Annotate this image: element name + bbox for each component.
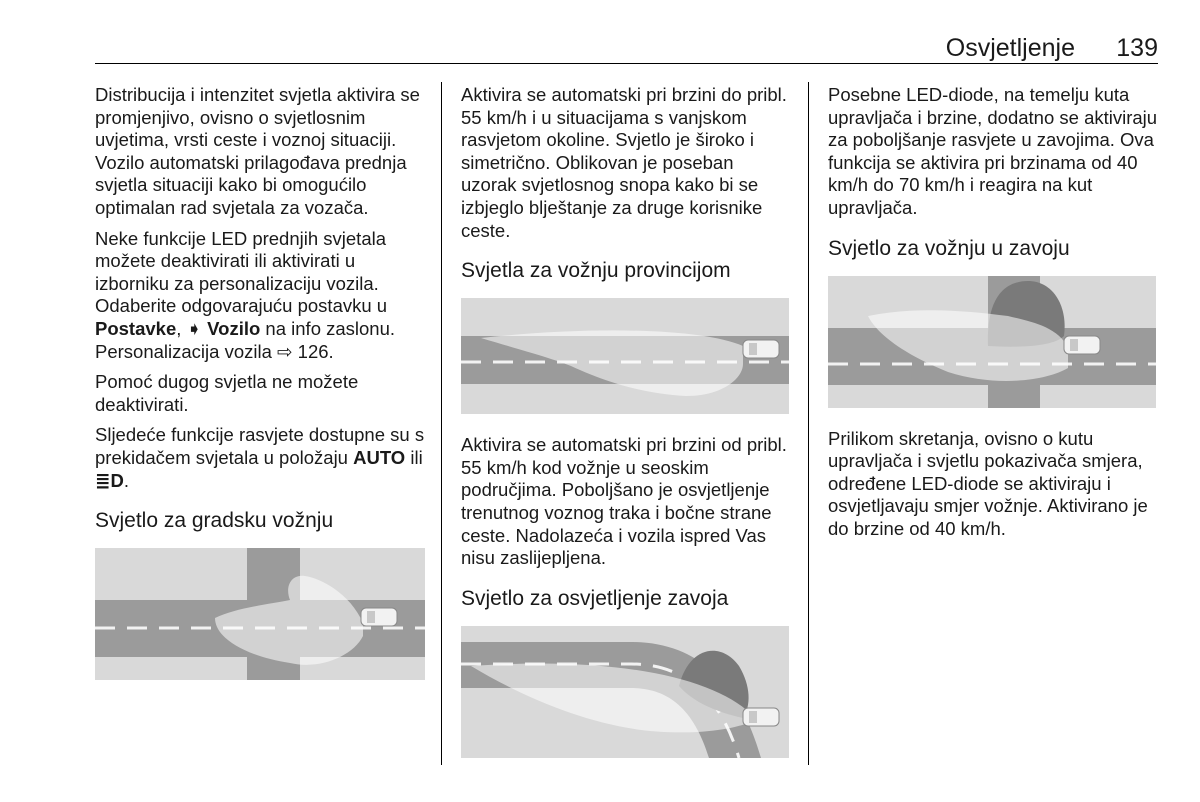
paragraph-personalization: Neke funkcije LED prednjih svjetala možete deaktivirati ili aktivirati u izborniku za personalizaciju vozila. Odaberite odgovarajuću postavku u Postavke, ➧ Vozilo na info zaslonu. Personalizacija vozila ⇨ 126. bbox=[95, 227, 396, 362]
heading-city-light: Svjetlo za gradsku vožnju bbox=[95, 509, 334, 533]
column-2 bbox=[461, 84, 793, 758]
column-divider-2 bbox=[808, 82, 809, 765]
paragraph-corner-light-info: Prilikom skretanja, ovisno o kutu upravljača i svjetlu pokazivača smjera, određene LED-diode se aktiviraju i osvjetljavaju smjer vožnje. Aktivirano je do brzine od 40 km/h. bbox=[828, 427, 1148, 539]
corner-light-illustration bbox=[828, 276, 1156, 408]
postavke-menu-label: Postavke bbox=[95, 317, 177, 339]
paragraph-high-beam-assist: Pomoć dugog svjetla ne možete deaktivirati. bbox=[95, 371, 359, 415]
city-light-illustration bbox=[95, 548, 425, 680]
page-number: 139 bbox=[1116, 34, 1158, 62]
heading-corner-light: Svjetlo za vožnju u zavoju bbox=[828, 236, 1070, 260]
paragraph-headlight-distribution: Distribucija i intenzitet svjetla aktivira se promjenjivo, ovisno o svjetlosnim uvjetima, vrsti ceste i voznoj situaciji. Vozilo automatski prilagođava prednja svjetla situaciji kako bi omogućilo optimalan rad svjetala za vozača. bbox=[95, 84, 420, 218]
menu-arrow-icon: ➧ bbox=[186, 317, 203, 339]
heading-curve-light: Svjetlo za osvjetljenje zavoja bbox=[461, 586, 729, 610]
low-beam-icon: ≣D bbox=[95, 469, 124, 491]
column-1 bbox=[95, 84, 425, 680]
vozilo-menu-label: Vozilo bbox=[202, 317, 261, 339]
heading-country-light: Svjetla za vožnju provincijom bbox=[461, 259, 731, 283]
column-3 bbox=[828, 84, 1158, 549]
curve-light-illustration bbox=[461, 626, 789, 758]
page-reference: 126. bbox=[292, 340, 334, 362]
page-reference-icon: ⇨ bbox=[277, 340, 293, 362]
paragraph-curve-light-info: Posebne LED-diode, na temelju kuta upravljača i brzine, dodatno se aktiviraju za poboljšanje rasvjete u zavojima. Ova funkcija se aktivira pri brzinama od 40 km/h do 70 km/h i reagira na kut upravljača. bbox=[828, 84, 1158, 218]
header-rule bbox=[95, 63, 1158, 64]
paragraph-light-switch: Sljedeće funkcije rasvjete dostupne su s prekidačem svjetala u položaju AUTO ili ≣D. bbox=[95, 424, 425, 491]
page-header-title: Osvjetljenje bbox=[945, 34, 1075, 62]
column-divider-1 bbox=[441, 82, 442, 765]
auto-position-label: AUTO bbox=[353, 446, 406, 468]
country-light-illustration bbox=[461, 298, 789, 414]
paragraph-city-light-info: Aktivira se automatski pri brzini do pribl. 55 km/h i u situacijama s vanjskom rasvjetom okoline. Svjetlo je široko i simetrično. Oblikovan je poseban uzorak svjetlosnog snopa kako bi se izbjeglo blještanje za druge korisnike ceste. bbox=[461, 84, 787, 241]
paragraph-country-light-info: Aktivira se automatski pri brzini od pribl. 55 km/h kod vožnje u seoskim područjima. Poboljšano je osvjetljenje trenutnog voznog traka i bočne strane ceste. Nadolazeća i vozila ispred Vas nisu zaslijepljena. bbox=[461, 434, 787, 569]
